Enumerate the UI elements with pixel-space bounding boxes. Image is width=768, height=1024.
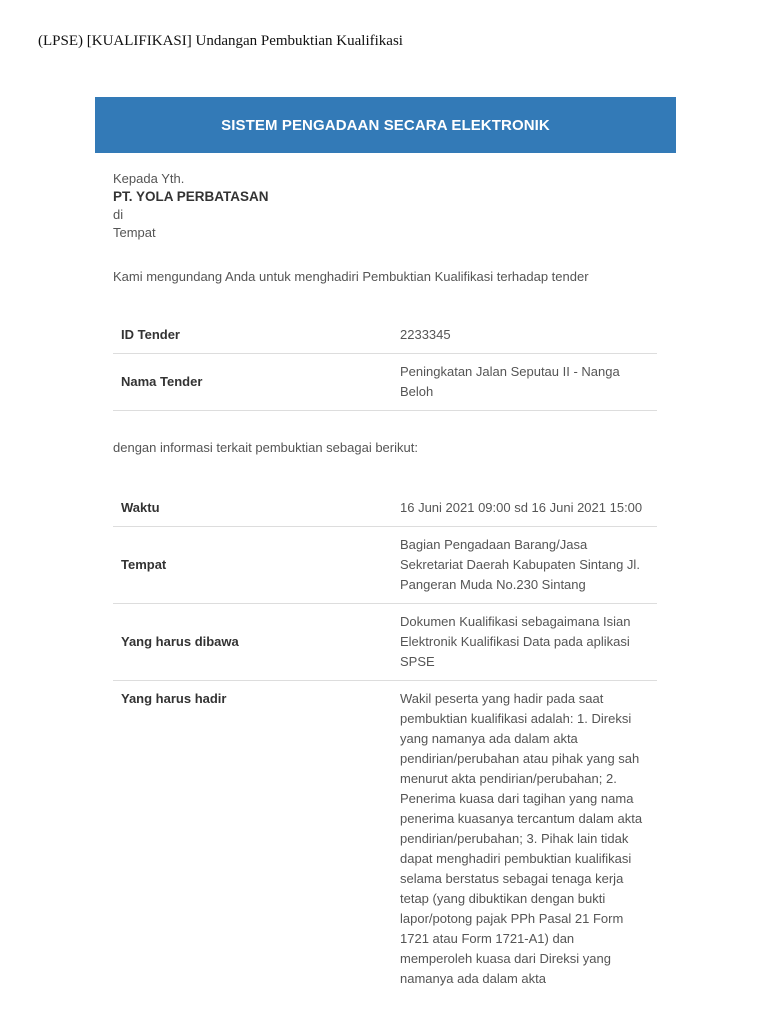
tender-id-value: 2233345 — [400, 327, 451, 342]
table-row — [113, 681, 657, 998]
tender-table — [113, 317, 657, 411]
tender-name-label: Nama Tender — [113, 354, 392, 411]
table-row — [113, 490, 657, 527]
place-value: Bagian Pengadaan Barang/Jasa Sekretariat Daerah Kabupaten Sintang Jl. Pangeran Muda No.230 Sintang — [392, 527, 657, 604]
tender-name-value: Peningkatan Jalan Seputau II - Nanga Beloh — [392, 354, 657, 411]
time-value: 16 Juni 2021 09:00 sd 16 Juni 2021 15:00 — [400, 500, 643, 515]
recipient-di: di — [113, 207, 124, 222]
table-row — [113, 354, 657, 411]
table-row — [113, 527, 657, 604]
recipient-place: Tempat — [113, 225, 156, 240]
attendee-label: Yang harus hadir — [113, 681, 392, 998]
salutation: Kepada Yth. — [113, 171, 185, 186]
email-body — [113, 170, 657, 997]
time-label: Waktu — [121, 500, 160, 515]
recipient-company: PT. YOLA PERBATASAN — [113, 189, 269, 204]
header-banner — [95, 97, 676, 153]
bring-label: Yang harus dibawa — [113, 604, 392, 681]
bring-value: Dokumen Kualifikasi sebagaimana Isian Elektronik Kualifikasi Data pada aplikasi SPSE — [392, 604, 657, 681]
attendee-value: Wakil peserta yang hadir pada saat pembuktian kualifikasi adalah: 1. Direksi yang namanya ada dalam akta pendirian/perubahan atau pihak yang sah menurut akta pendirian/perubahan; 2. Penerima kuasa dari tagihan yang nama penerima kuasanya tercantum dalam akta pendirian/perubahan; 3. Pihak lain tidak dapat menghadiri pembuktian kualifikasi selama berstatus sebagai tenaga kerja tetap (yang dibuktikan dengan bukti lapor/potong pajak PPh Pasal 21 Form 1721 atau Form 1721-A1) dan memperoleh kuasa dari Direksi yang namanya ada dalam akta — [392, 681, 657, 998]
invitation-text: Kami mengundang Anda untuk menghadiri Pembuktian Kualifikasi terhadap tender — [113, 269, 589, 284]
table-row — [113, 317, 657, 354]
details-intro-text: dengan informasi terkait pembuktian sebagai berikut: — [113, 440, 418, 455]
recipient-address — [113, 170, 657, 242]
table-row — [113, 604, 657, 681]
banner-title: SISTEM PENGADAAN SECARA ELEKTRONIK — [221, 116, 550, 134]
details-table — [113, 490, 657, 997]
place-label: Tempat — [113, 527, 392, 604]
email-subject: (LPSE) [KUALIFIKASI] Undangan Pembuktian Kualifikasi — [38, 33, 403, 49]
tender-id-label: ID Tender — [121, 327, 180, 342]
